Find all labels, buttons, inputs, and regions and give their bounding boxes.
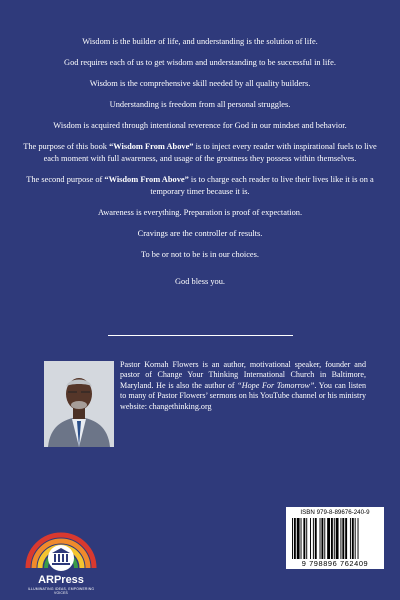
author-bio <box>120 360 366 412</box>
barcode-bar <box>327 518 330 559</box>
closing-line: Awareness is everything. Preparation is proof of expectation. <box>97 207 303 217</box>
back-cover-text <box>18 36 382 297</box>
barcode-bar <box>340 518 341 559</box>
barcode-bar <box>334 518 335 559</box>
barcode-bar <box>310 518 311 559</box>
barcode-bar <box>352 518 354 559</box>
barcode-bar <box>294 518 296 559</box>
purpose-paragraph-2 <box>18 174 382 197</box>
bio-text: . You can listen to many of Pastor Flowers’ sermons on his YouTube channel or his ministry website: changethinking.org <box>120 380 366 411</box>
author-photo <box>44 361 114 447</box>
divider <box>108 335 293 336</box>
barcode-bar <box>301 518 302 559</box>
publisher-tagline: ILLUMINATING IDEAS, EMPOWERING VOICES <box>27 587 95 595</box>
statement: Wisdom is the builder of life, and understanding is the solution of life. <box>82 37 318 46</box>
book-title: “Wisdom From Above” <box>104 175 189 185</box>
statement: God requires each of us to get wisdom and understanding to be successful in life. <box>64 58 336 68</box>
barcode-bar <box>336 518 339 559</box>
barcode-bar <box>331 518 333 559</box>
closing-line: To be or not to be is in our choices. <box>140 249 260 259</box>
barcode-bar <box>342 518 344 559</box>
barcode-bar <box>313 518 314 559</box>
bio-text: Pastor Kornah Flowers is an author, motivational speaker, founder and pastor of Change Your Thinking International Church in Baltimore, Maryland. He is also the author of <box>120 360 366 390</box>
purpose-text: is to charge each reader to live their lives like it is on a temporary timer because it is. <box>150 175 374 196</box>
barcode-bar <box>355 518 356 559</box>
barcode-bar <box>320 518 321 559</box>
barcode-bar <box>321 518 323 559</box>
barcode-bar <box>324 518 325 559</box>
statement: Wisdom is the comprehensive skill needed by all quality builders. <box>89 79 311 89</box>
barcode-bars <box>292 518 378 559</box>
statement: Wisdom is acquired through intentional reverence for God in our mindset and behavior. <box>53 121 347 131</box>
barcode-bar <box>315 518 317 559</box>
barcode-bar <box>306 518 307 559</box>
barcode-digits: 9 798896 762409 <box>301 559 369 568</box>
purpose-paragraph-1 <box>18 141 382 164</box>
closing-line: Cravings are the controller of results. <box>137 228 263 238</box>
purpose-text: The purpose of this book <box>23 142 110 152</box>
isbn-label: ISBN 979-8-89676-240-9 <box>300 509 370 516</box>
barcode-bar <box>292 518 293 559</box>
statement: Understanding is freedom from all personal struggles. <box>109 100 291 110</box>
purpose-text: The second purpose of <box>26 175 105 185</box>
other-book-title: “Hope For Tomorrow” <box>237 380 315 390</box>
publisher-name: ARPress <box>38 574 84 586</box>
isbn-barcode <box>286 507 384 569</box>
purpose-text: is to inject every reader with inspirational fuels to live each moment with full awareness, and usage of the greatness they possess within themselves. <box>43 142 377 163</box>
barcode-bar <box>297 518 300 559</box>
rainbow-book-icon <box>22 508 100 574</box>
closing-line: God bless you. <box>174 277 226 287</box>
publisher-logo <box>22 508 100 595</box>
barcode-bar <box>345 518 347 559</box>
barcode-bar <box>358 518 359 559</box>
book-title: “Wisdom From Above” <box>109 142 194 152</box>
barcode-bar <box>350 518 351 559</box>
barcode-bar <box>303 518 305 559</box>
